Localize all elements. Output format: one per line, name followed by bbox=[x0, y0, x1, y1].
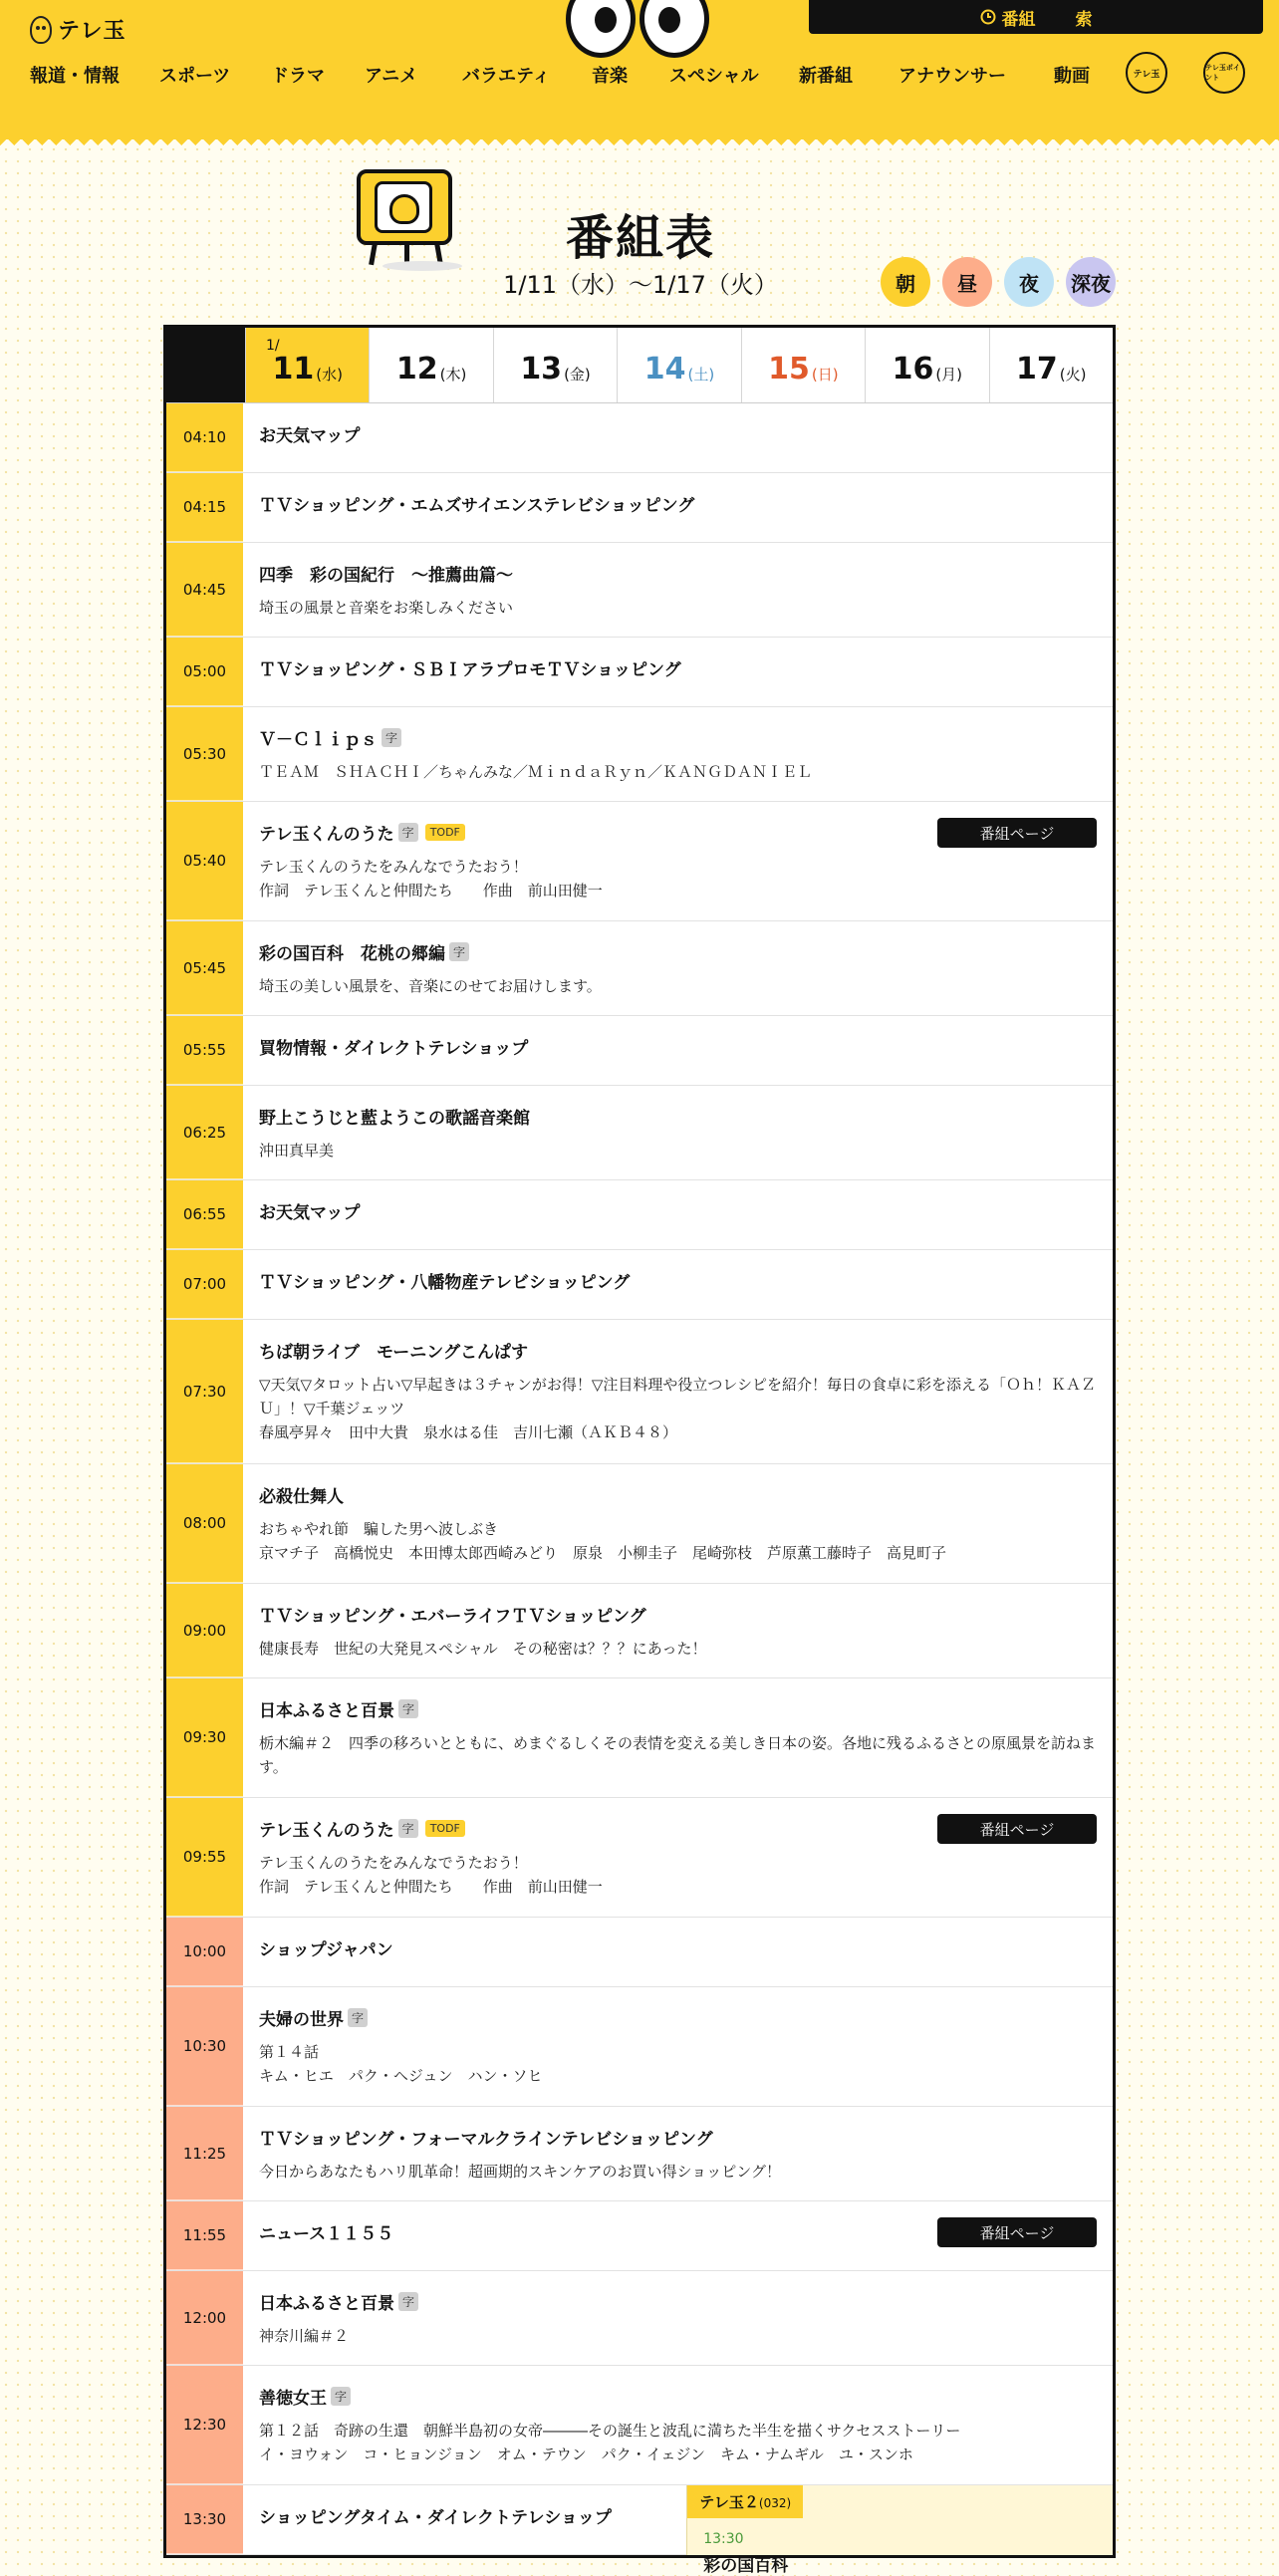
subchannel-time: 13:30 bbox=[703, 2531, 744, 2547]
program-time: 06:25 bbox=[166, 1086, 243, 1179]
program-cell[interactable] bbox=[243, 2201, 1113, 2271]
program-time: 05:30 bbox=[166, 707, 243, 801]
description-line: キム・ヒエ パク・ヘジュン ハン・ソヒ bbox=[259, 2067, 543, 2085]
description-line: おちゃやれ節 騙した男へ波しぶき bbox=[259, 1520, 499, 1538]
day-weekday: (土) bbox=[687, 366, 715, 384]
program-cell[interactable] bbox=[243, 2107, 1113, 2200]
description-line: 第１４話 bbox=[259, 2043, 320, 2061]
description-line: 埼玉の美しい風景を、音楽にのせてお届けします。 bbox=[259, 977, 602, 995]
program-row bbox=[166, 1180, 1113, 1250]
program-time: 09:00 bbox=[166, 1584, 243, 1677]
program-row bbox=[166, 1250, 1113, 1320]
caption-badge: 字 bbox=[331, 2387, 351, 2406]
caption-badge: 字 bbox=[398, 1819, 418, 1838]
nav-icon-label: テレ玉 bbox=[1133, 69, 1160, 80]
description-line: テレ玉くんのうたをみんなでうたおう！ bbox=[259, 1854, 528, 1872]
subchannel-name: テレ玉２ bbox=[699, 2493, 759, 2511]
date-range: 1/11（水）〜1/17（火） bbox=[503, 271, 778, 299]
subchannel-code: (032) bbox=[758, 2496, 792, 2510]
program-cell[interactable] bbox=[243, 2366, 1113, 2484]
program-time: 04:15 bbox=[166, 473, 243, 542]
caption-badge: 字 bbox=[449, 942, 469, 961]
program-title-line bbox=[259, 1602, 1097, 1627]
day-weekday: (金) bbox=[564, 366, 591, 384]
day-number: 12 bbox=[395, 352, 438, 386]
nav-icon-label: テレ玉ポイント bbox=[1205, 64, 1240, 82]
program-description bbox=[259, 2324, 1097, 2348]
program-time: 09:55 bbox=[166, 1798, 243, 1917]
program-description bbox=[259, 2040, 1097, 2088]
nav-item[interactable]: スペシャル bbox=[669, 66, 759, 87]
program-title: 善徳女王 bbox=[259, 2389, 327, 2409]
program-cell[interactable] bbox=[243, 1798, 1113, 1917]
todf-badge: TODF bbox=[425, 1820, 465, 1837]
program-cell[interactable] bbox=[243, 1180, 1113, 1250]
program-time: 13:30 bbox=[166, 2485, 243, 2554]
program-row bbox=[166, 1320, 1113, 1464]
nav-item[interactable]: 音楽 bbox=[592, 66, 628, 87]
program-title: 買物情報・ダイレクトテレショップ bbox=[259, 1039, 529, 1059]
program-title: 彩の国百科 花桃の郷編 bbox=[259, 944, 445, 964]
program-row bbox=[166, 707, 1113, 802]
program-description bbox=[259, 1373, 1097, 1444]
program-cell[interactable] bbox=[243, 1016, 1113, 1086]
description-line: 健康長寿 世紀の大発見スペシャル その秘密は？？？にあった！ bbox=[259, 1640, 707, 1658]
day-tab-15[interactable] bbox=[741, 328, 865, 402]
program-description bbox=[259, 1731, 1097, 1779]
program-description bbox=[259, 2419, 1097, 2466]
program-title: 日本ふるさと百景 bbox=[259, 1701, 394, 1721]
program-title-line bbox=[259, 1104, 1097, 1129]
program-title: お天気マップ bbox=[259, 426, 361, 446]
day-tab-12[interactable] bbox=[369, 328, 492, 402]
program-time: 09:30 bbox=[166, 1678, 243, 1797]
program-title-line bbox=[259, 1198, 1097, 1223]
description-line: 埼玉の風景と音楽をお楽しみください bbox=[259, 599, 514, 617]
nav-item[interactable]: ドラマ bbox=[271, 66, 325, 87]
program-row bbox=[166, 1584, 1113, 1678]
caption-badge: 字 bbox=[398, 2292, 418, 2311]
program-description bbox=[259, 1851, 1097, 1899]
program-title: ショッピングタイム・ダイレクトテレショップ bbox=[259, 2508, 612, 2528]
program-title-line bbox=[259, 2289, 1097, 2314]
program-cell[interactable] bbox=[243, 1086, 1113, 1179]
search-link[interactable] bbox=[1076, 5, 1093, 30]
description-line: 春風亭昇々 田中大貴 泉水はる佳 吉川七瀬（ＡＫＢ４８） bbox=[259, 1423, 678, 1441]
program-cell[interactable] bbox=[243, 2271, 1113, 2365]
program-row bbox=[166, 473, 1113, 543]
program-cell[interactable] bbox=[243, 1250, 1113, 1320]
search-link-label: 索 bbox=[1075, 9, 1093, 30]
day-number: 13 bbox=[520, 352, 563, 386]
nav-item[interactable]: アニメ bbox=[365, 66, 418, 87]
program-time: 07:00 bbox=[166, 1250, 243, 1319]
program-row bbox=[166, 403, 1113, 473]
program-time: 10:30 bbox=[166, 1987, 243, 2106]
program-title: 必殺仕舞人 bbox=[259, 1487, 344, 1507]
description-line: 京マチ子 高橋悦史 本田博太郎西崎みどり 原泉 小柳圭子 尾崎弥枝 芦原薫工藤時子 高見町子 bbox=[259, 1544, 947, 1562]
program-title-line bbox=[259, 491, 1097, 516]
program-cell[interactable] bbox=[243, 403, 1113, 473]
program-time: 12:30 bbox=[166, 2366, 243, 2484]
header-zigzag-edge bbox=[0, 131, 1279, 145]
program-description bbox=[259, 974, 1097, 998]
program-row bbox=[166, 2271, 1113, 2366]
program-row bbox=[166, 2366, 1113, 2485]
program-title: ＴＶショッピング・八幡物産テレビショッピング bbox=[259, 1273, 631, 1293]
program-time: 05:55 bbox=[166, 1016, 243, 1085]
description-line: 栃木編＃２ 四季の移ろいとともに、めまぐるしくその表情を変える美しき日本の姿。各地に残るふるさとの原風景を訪ねます。 bbox=[259, 1734, 1097, 1776]
program-title-line bbox=[259, 1935, 1097, 1960]
description-line: ▽天気▽タロット占い▽早起きは３チャンがお得！▽注目料理や役立つレシピを紹介！毎日の食卓に彩を添える「Ｏｈ！ＫＡＺＵ」！▽千葉ジェッツ bbox=[259, 1376, 1097, 1417]
program-title: ちば朝ライブ モーニングこんぱす bbox=[259, 1343, 528, 1363]
program-description bbox=[259, 1637, 1097, 1661]
program-time: 12:00 bbox=[166, 2271, 243, 2365]
program-cell[interactable] bbox=[243, 1464, 1113, 1583]
program-time: 08:00 bbox=[166, 1464, 243, 1583]
program-title: ＴＶショッピング・ＳＢＩアラプロモＴＶショッピング bbox=[259, 660, 681, 680]
day-number: 11 bbox=[272, 352, 315, 386]
program-time: 11:55 bbox=[166, 2201, 243, 2270]
program-schedule-link[interactable] bbox=[980, 5, 1036, 30]
program-cell[interactable] bbox=[243, 1320, 1113, 1463]
description-line: 第１２話 奇跡の生還 朝鮮半島初の女帝―――その誕生と波乱に満ちた半生を描くサクセスストーリー bbox=[259, 2422, 961, 2440]
program-cell[interactable] bbox=[243, 638, 1113, 707]
program-title: テレ玉くんのうた bbox=[259, 825, 394, 845]
program-cell[interactable] bbox=[243, 707, 1113, 801]
program-title-line bbox=[259, 1338, 1097, 1363]
day-number: 14 bbox=[643, 352, 686, 386]
program-cell[interactable] bbox=[243, 1584, 1113, 1677]
program-title: 野上こうじと藍ようこの歌謡音楽館 bbox=[259, 1109, 530, 1129]
header-corner bbox=[166, 328, 245, 402]
day-weekday: (火) bbox=[1059, 366, 1087, 384]
caption-badge: 字 bbox=[382, 728, 401, 747]
program-description bbox=[259, 2160, 1097, 2184]
subchannel-program-title: 彩の国百科 bbox=[703, 2556, 789, 2576]
program-time: 05:45 bbox=[166, 921, 243, 1015]
day-tab-14[interactable] bbox=[617, 328, 740, 402]
tod-button-night[interactable]: 夜 bbox=[1004, 257, 1054, 307]
day-month: 1/ bbox=[266, 338, 280, 354]
mascot-eyes bbox=[566, 0, 709, 58]
program-row bbox=[166, 921, 1113, 1016]
program-description bbox=[259, 596, 1097, 620]
program-description bbox=[259, 1517, 1097, 1565]
program-page-button[interactable]: 番組ページ bbox=[937, 2217, 1097, 2247]
program-title: 夫婦の世界 bbox=[259, 2010, 344, 2030]
program-title: 日本ふるさと百景 bbox=[259, 2294, 394, 2314]
program-row bbox=[166, 1464, 1113, 1584]
program-row bbox=[166, 802, 1113, 921]
program-row bbox=[166, 2107, 1113, 2201]
caption-badge: 字 bbox=[398, 823, 418, 842]
program-row bbox=[166, 1918, 1113, 1987]
description-line: 作詞 テレ玉くんと仲間たち 作曲 前山田健一 bbox=[259, 882, 603, 900]
day-tab-13[interactable] bbox=[493, 328, 617, 402]
day-weekday: (水) bbox=[316, 366, 343, 384]
program-cell[interactable] bbox=[243, 2485, 1113, 2576]
program-title-line bbox=[259, 2005, 1097, 2030]
program-link-label: 番組 bbox=[1001, 9, 1036, 30]
program-page-button[interactable]: 番組ページ bbox=[937, 818, 1097, 848]
site-logo[interactable] bbox=[30, 14, 127, 45]
day-tab-16[interactable] bbox=[865, 328, 988, 402]
tod-button-morning[interactable]: 朝 bbox=[881, 257, 930, 307]
description-line: 沖田真早美 bbox=[259, 1142, 335, 1159]
program-list bbox=[166, 403, 1113, 2576]
program-row bbox=[166, 1798, 1113, 1918]
clock-icon bbox=[980, 9, 996, 25]
program-cell[interactable] bbox=[243, 1678, 1113, 1797]
left-eye-icon bbox=[566, 0, 636, 58]
program-cell[interactable] bbox=[243, 1918, 1113, 1987]
description-line: 作詞 テレ玉くんと仲間たち 作曲 前山田健一 bbox=[259, 1878, 603, 1896]
program-row bbox=[166, 1086, 1113, 1180]
nav-item[interactable]: 報道・情報 bbox=[30, 66, 120, 87]
program-title: ＴＶショッピング・フォーマルクラインテレビショッピング bbox=[259, 2130, 713, 2150]
program-title-line bbox=[259, 1034, 1097, 1059]
nav-item[interactable]: スポーツ bbox=[159, 66, 231, 87]
day-number: 16 bbox=[892, 352, 934, 386]
program-title: ＴＶショッピング・エバーライフＴＶショッピング bbox=[259, 1607, 646, 1627]
subchannel-panel[interactable] bbox=[686, 2485, 1113, 2576]
program-cell[interactable] bbox=[243, 1987, 1113, 2106]
day-tab-11[interactable] bbox=[245, 328, 369, 402]
description-line: ＴＥＡＭ ＳＨＡＣＨＩ／ちゃんみな／ＭｉｎｄａＲｙｎ／ＫＡＮＧＤＡＮＩＥＬ bbox=[259, 763, 813, 781]
program-title: ニュース１１５５ bbox=[259, 2224, 394, 2244]
program-time: 06:55 bbox=[166, 1180, 243, 1249]
description-line: 神奈川編＃２ bbox=[259, 2327, 350, 2345]
program-title: テレ玉くんのうた bbox=[259, 1821, 394, 1841]
tod-button-late-night[interactable]: 深夜 bbox=[1066, 257, 1116, 307]
program-title-line bbox=[259, 725, 1097, 750]
program-description bbox=[259, 760, 1097, 784]
program-description bbox=[259, 1139, 1097, 1162]
todf-badge: TODF bbox=[425, 824, 465, 841]
program-time: 07:30 bbox=[166, 1320, 243, 1463]
program-row bbox=[166, 1016, 1113, 1086]
program-time: 04:10 bbox=[166, 403, 243, 472]
tv-mascot-icon[interactable] bbox=[1126, 52, 1167, 94]
day-number: 15 bbox=[768, 352, 810, 386]
program-title-line bbox=[259, 2384, 1097, 2409]
program-cell[interactable] bbox=[243, 543, 1113, 637]
logo-text: テレ玉 bbox=[58, 19, 127, 44]
program-row bbox=[166, 2485, 1113, 2576]
program-time: 04:45 bbox=[166, 543, 243, 637]
program-cell[interactable] bbox=[243, 473, 1113, 543]
program-title: ショップジャパン bbox=[259, 1940, 393, 1960]
program-title-line bbox=[259, 1482, 1097, 1507]
nav-item[interactable]: 新番組 bbox=[799, 66, 853, 87]
tv-mascot-illustration bbox=[353, 169, 456, 265]
program-row bbox=[166, 1987, 1113, 2107]
description-line: イ・ヨウォン コ・ヒョンジョン オム・テウン パク・イェジン キム・ナムギル ユ・スンホ bbox=[259, 2446, 913, 2463]
program-cell[interactable] bbox=[243, 802, 1113, 920]
right-eye-icon bbox=[640, 0, 709, 58]
program-title: Ｖ－Ｃｌｉｐｓ bbox=[259, 730, 378, 750]
description-line: 今日からあなたもハリ肌革命！超画期的スキンケアのお買い得ショッピング！ bbox=[259, 2163, 781, 2181]
description-line: テレ玉くんのうたをみんなでうたおう！ bbox=[259, 858, 528, 876]
schedule-table bbox=[163, 325, 1116, 2576]
utility-bar bbox=[809, 0, 1263, 34]
caption-badge: 字 bbox=[348, 2008, 368, 2027]
program-time: 05:00 bbox=[166, 638, 243, 706]
program-title: ＴＶショッピング・エムズサイエンステレビショッピング bbox=[259, 496, 695, 516]
day-weekday: (日) bbox=[811, 366, 839, 384]
nav-item[interactable]: アナウンサー bbox=[898, 66, 1006, 87]
program-title-line bbox=[259, 1268, 1097, 1293]
program-row bbox=[166, 638, 1113, 707]
page-title: 番組表 bbox=[565, 210, 715, 266]
program-title-line bbox=[259, 561, 1097, 586]
day-weekday: (木) bbox=[439, 366, 467, 384]
program-row bbox=[166, 543, 1113, 638]
subchannel-label bbox=[687, 2485, 803, 2518]
program-title-line bbox=[259, 939, 1097, 964]
program-title-line bbox=[259, 421, 1097, 446]
mascot-icon bbox=[30, 16, 52, 44]
program-row bbox=[166, 1678, 1113, 1798]
program-title: 四季 彩の国紀行 ～推薦曲篇～ bbox=[259, 566, 513, 586]
site-header bbox=[0, 0, 1279, 139]
nav-item[interactable]: バラエティ bbox=[462, 66, 551, 87]
program-time: 10:00 bbox=[166, 1918, 243, 1986]
program-cell[interactable] bbox=[243, 921, 1113, 1015]
program-description bbox=[259, 855, 1097, 902]
day-header-row bbox=[166, 328, 1113, 403]
day-tab-17[interactable] bbox=[989, 328, 1113, 402]
program-title: お天気マップ bbox=[259, 1203, 361, 1223]
day-weekday: (月) bbox=[935, 366, 963, 384]
program-title-line bbox=[259, 655, 1097, 680]
program-title-line bbox=[259, 2125, 1097, 2150]
tod-button-noon[interactable]: 昼 bbox=[942, 257, 992, 307]
caption-badge: 字 bbox=[398, 1699, 418, 1718]
nav-item[interactable]: 動画 bbox=[1054, 66, 1090, 87]
program-time: 05:40 bbox=[166, 802, 243, 920]
point-app-icon[interactable] bbox=[1203, 52, 1245, 94]
program-row bbox=[166, 2201, 1113, 2271]
day-number: 17 bbox=[1016, 352, 1058, 386]
program-title-line bbox=[259, 1696, 1097, 1721]
program-time: 11:25 bbox=[166, 2107, 243, 2200]
program-page-button[interactable]: 番組ページ bbox=[937, 1814, 1097, 1844]
